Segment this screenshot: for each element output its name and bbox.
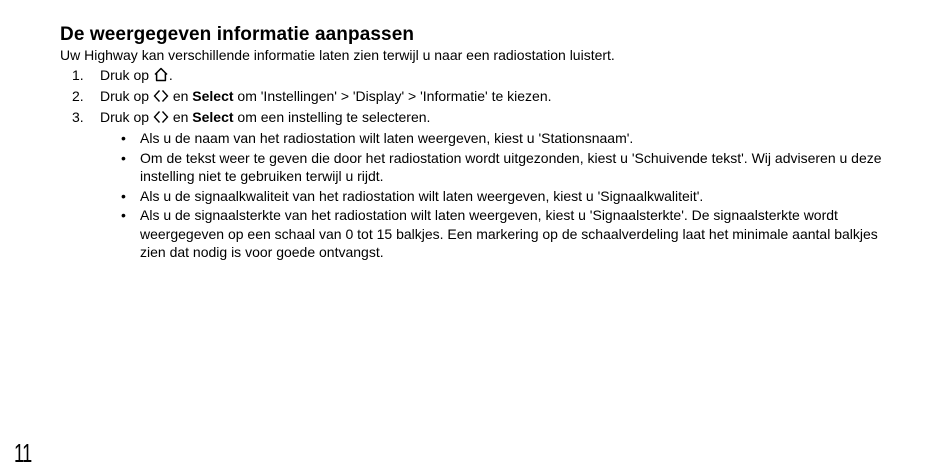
- bullet-marker: •: [121, 130, 126, 146]
- step-1: [60, 66, 890, 87]
- options-list: [20, 129, 890, 262]
- bullet-marker: •: [121, 187, 126, 204]
- list-item-text: Als u de signaalkwaliteit van het radiostation wilt laten weergeven, kiest u 'Signaalkwaliteit'.: [140, 187, 704, 204]
- list-item-text: Als u de naam van het radiostation wilt laten weergeven, kiest u 'Stationsnaam'.: [140, 130, 634, 146]
- page-number: 11: [14, 438, 32, 468]
- intro-text: Uw Highway kan verschillende informatie laten zien terwijl u naar een radiostation luistert.: [60, 47, 615, 63]
- chevron-left-icon: [153, 89, 161, 108]
- step-text: Druk op: [100, 109, 150, 125]
- step-number: 1.: [72, 67, 84, 83]
- step-text: en: [172, 109, 189, 125]
- chevron-right-icon: [161, 89, 169, 108]
- list-item: [60, 206, 890, 262]
- bullet-marker: •: [121, 207, 126, 223]
- page-title: De weergegeven informatie aanpassen: [60, 24, 415, 45]
- step-2: [60, 87, 890, 108]
- steps-list: [60, 66, 890, 129]
- step-text: om 'Instellingen' > 'Display' > 'Informatie' te kiezen.: [237, 88, 552, 104]
- chevron-left-icon: [153, 110, 161, 129]
- step-text: .: [168, 67, 173, 83]
- step-text: en: [172, 88, 189, 104]
- list-item: [60, 129, 890, 148]
- list-item-text: Als u de signaalsterkte van het radiostation wilt laten weergeven, kiest u 'Signaalsterkte'. De signaalsterkte wordt weergegeven op een schaal van 0 tot 15 balkjes. Een markering op de schaalverdeling laat het minimale aantal balkjes zien dat nodig is voor goede ontvangst.: [140, 207, 878, 260]
- select-keyword: Select: [192, 109, 234, 125]
- chevron-right-icon: [161, 110, 169, 129]
- step-number: 2.: [72, 88, 84, 104]
- step-text: Druk op: [100, 88, 150, 104]
- home-icon: [153, 67, 169, 87]
- step-text: om een instelling te selecteren.: [237, 109, 431, 125]
- document-content: [60, 24, 890, 263]
- select-keyword: Select: [192, 88, 234, 104]
- list-item: [60, 149, 890, 186]
- bullet-marker: •: [121, 149, 126, 166]
- step-number: 3.: [72, 109, 84, 125]
- step-text: Druk op: [100, 67, 150, 83]
- step-3: [60, 108, 890, 129]
- list-item: [60, 187, 890, 206]
- list-item-text: Om de tekst weer te geven die door het radiostation wordt uitgezonden, kiest u 'Schuivende tekst'. Wij adviseren u deze instelling niet te gebruiken terwijl u rijdt.: [140, 149, 882, 184]
